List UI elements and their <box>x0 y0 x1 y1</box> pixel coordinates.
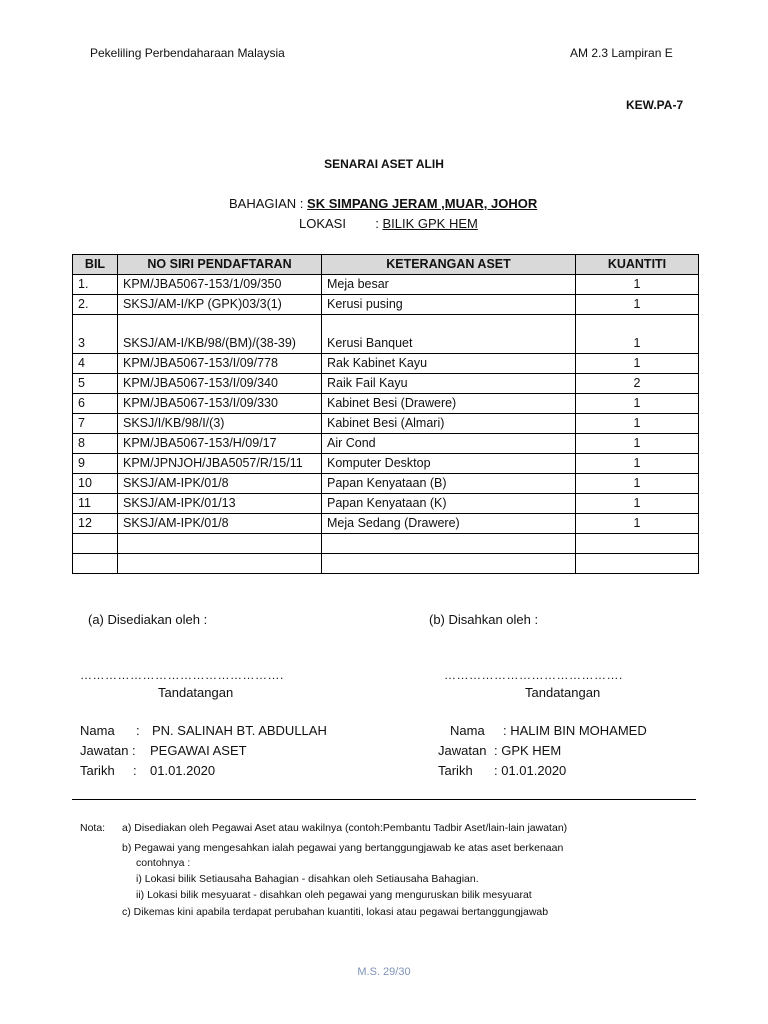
cell-siri: SKSJ/AM-I/KB/98/(BM)/(38-39) <box>118 315 322 354</box>
lokasi-colon: : <box>375 216 379 231</box>
table-header-row <box>73 255 699 275</box>
bahagian-label: BAHAGIAN : <box>229 196 304 211</box>
nota-label: Nota: <box>80 822 106 834</box>
table-row <box>73 315 699 354</box>
table-row <box>73 374 699 394</box>
cell-kuantiti: 1 <box>576 514 699 534</box>
cell-keterangan: Papan Kenyataan (K) <box>322 494 576 514</box>
cell-siri: KPM/JBA5067-153/I/09/330 <box>118 394 322 414</box>
table-row <box>73 434 699 454</box>
approved-signature-line: ……………………………………. <box>444 668 623 682</box>
cell-keterangan: Papan Kenyataan (B) <box>322 474 576 494</box>
prepared-signature-line: …………………………………………. <box>80 668 284 682</box>
table-row <box>73 275 699 295</box>
cell-siri: SKSJ/AM-I/KP (GPK)03/3(1) <box>118 295 322 315</box>
cell-bil: 1. <box>73 275 118 295</box>
cell-keterangan: Kabinet Besi (Almari) <box>322 414 576 434</box>
cell-keterangan: Kerusi pusing <box>322 295 576 315</box>
table-row <box>73 394 699 414</box>
header-appendix-ref: AM 2.3 Lampiran E <box>570 46 673 60</box>
cell-bil: 5 <box>73 374 118 394</box>
table-row <box>73 414 699 434</box>
prepared-nama-colon: : <box>136 723 140 738</box>
table-row <box>73 534 699 554</box>
prepared-tarikh-colon: : <box>133 763 137 778</box>
lokasi-label: LOKASI <box>299 216 346 231</box>
cell-kuantiti: 1 <box>576 354 699 374</box>
cell-siri: SKSJ/AM-IPK/01/13 <box>118 494 322 514</box>
table-row <box>73 514 699 534</box>
cell-keterangan: Komputer Desktop <box>322 454 576 474</box>
cell-siri: SKSJ/AM-IPK/01/8 <box>118 514 322 534</box>
table-row <box>73 295 699 315</box>
nota-item-c: c) Dikemas kini apabila terdapat perubahan kuantiti, lokasi atau pegawai bertanggungjawab <box>122 906 549 918</box>
cell-kuantiti: 1 <box>576 414 699 434</box>
prepared-tarikh-value: 01.01.2020 <box>150 763 216 778</box>
approved-nama-value: : HALIM BIN MOHAMED <box>503 723 647 738</box>
cell-kuantiti: 1 <box>576 315 699 354</box>
cell-siri: KPM/JBA5067-153/I/09/778 <box>118 354 322 374</box>
cell-kuantiti: 1 <box>576 434 699 454</box>
prepared-signature-caption: Tandatangan <box>158 685 234 700</box>
cell-bil: 6 <box>73 394 118 414</box>
cell-bil: 9 <box>73 454 118 474</box>
cell-kuantiti <box>576 534 699 554</box>
nota-item-b-i: i) Lokasi bilik Setiausaha Bahagian - disahkan oleh Setiausaha Bahagian. <box>136 873 479 885</box>
cell-siri: KPM/JBA5067-153/H/09/17 <box>118 434 322 454</box>
form-code: KEW.PA-7 <box>626 98 684 112</box>
nota-item-b-cont: contohnya : <box>136 857 191 869</box>
cell-kuantiti: 1 <box>576 275 699 295</box>
col-header-keterangan: KETERANGAN ASET <box>322 255 576 275</box>
col-header-siri: NO SIRI PENDAFTARAN <box>118 255 322 275</box>
cell-keterangan: Kabinet Besi (Drawere) <box>322 394 576 414</box>
cell-keterangan: Rak Kabinet Kayu <box>322 354 576 374</box>
table-row <box>73 494 699 514</box>
cell-siri: KPM/JBA5067-153/I/09/340 <box>118 374 322 394</box>
bahagian-value: SK SIMPANG JERAM ,MUAR, JOHOR <box>307 196 538 211</box>
cell-bil: 7 <box>73 414 118 434</box>
nota-item-b-ii: ii) Lokasi bilik mesyuarat - disahkan oleh pegawai yang menguruskan bilik mesyuarat <box>136 889 532 901</box>
approved-tarikh-value: : 01.01.2020 <box>494 763 567 778</box>
cell-keterangan <box>322 534 576 554</box>
prepared-tarikh-label: Tarikh <box>80 763 115 778</box>
lokasi-line <box>299 216 478 231</box>
table-row <box>73 354 699 374</box>
prepared-nama-value: PN. SALINAH BT. ABDULLAH <box>152 723 327 738</box>
nota-item-a: a) Disediakan oleh Pegawai Aset atau wakilnya (contoh:Pembantu Tadbir Aset/lain-lain jawatan) <box>122 822 568 834</box>
approved-nama-label: Nama <box>450 723 485 738</box>
cell-bil: 4 <box>73 354 118 374</box>
cell-bil: 11 <box>73 494 118 514</box>
cell-kuantiti: 1 <box>576 454 699 474</box>
cell-bil: 12 <box>73 514 118 534</box>
cell-kuantiti: 1 <box>576 394 699 414</box>
table-row <box>73 474 699 494</box>
cell-bil: 8 <box>73 434 118 454</box>
approved-signature-caption: Tandatangan <box>525 685 601 700</box>
approved-jawatan-label: Jawatan <box>438 743 487 758</box>
cell-bil <box>73 554 118 574</box>
header-circular-title: Pekeliling Perbendaharaan Malaysia <box>90 46 285 60</box>
cell-bil: 3 <box>73 315 118 354</box>
nota-item-b: b) Pegawai yang mengesahkan ialah pegawai yang bertanggungjawab ke atas aset berkenaan <box>122 842 564 854</box>
prepared-jawatan-value: PEGAWAI ASET <box>150 743 247 758</box>
col-header-kuantiti: KUANTITI <box>576 255 699 275</box>
cell-siri: SKSJ/I/KB/98/I/(3) <box>118 414 322 434</box>
page-number: M.S. 29/30 <box>357 966 411 978</box>
approved-jawatan-value: : GPK HEM <box>494 743 562 758</box>
cell-keterangan: Meja Sedang (Drawere) <box>322 514 576 534</box>
prepared-nama-label: Nama <box>80 723 115 738</box>
table-row <box>73 554 699 574</box>
cell-bil <box>73 534 118 554</box>
cell-kuantiti: 1 <box>576 494 699 514</box>
approved-tarikh-label: Tarikh <box>438 763 473 778</box>
cell-bil: 2. <box>73 295 118 315</box>
asset-table <box>72 254 699 574</box>
approved-by-heading: (b) Disahkan oleh : <box>429 612 539 627</box>
prepared-by-heading: (a) Disediakan oleh : <box>88 612 208 627</box>
section-divider <box>72 799 696 800</box>
cell-kuantiti: 1 <box>576 295 699 315</box>
table-row <box>73 454 699 474</box>
bahagian-line <box>229 196 537 211</box>
cell-kuantiti <box>576 554 699 574</box>
cell-kuantiti: 1 <box>576 474 699 494</box>
cell-siri: KPM/JPNJOH/JBA5057/R/15/11 <box>118 454 322 474</box>
document-title: SENARAI ASET ALIH <box>324 157 444 171</box>
cell-kuantiti: 2 <box>576 374 699 394</box>
cell-keterangan: Meja besar <box>322 275 576 295</box>
cell-siri: KPM/JBA5067-153/1/09/350 <box>118 275 322 295</box>
prepared-jawatan-label: Jawatan : <box>80 743 136 758</box>
cell-siri <box>118 534 322 554</box>
cell-keterangan <box>322 554 576 574</box>
cell-keterangan: Air Cond <box>322 434 576 454</box>
cell-siri <box>118 554 322 574</box>
cell-keterangan: Raik Fail Kayu <box>322 374 576 394</box>
col-header-bil: BIL <box>73 255 118 275</box>
cell-siri: SKSJ/AM-IPK/01/8 <box>118 474 322 494</box>
cell-keterangan: Kerusi Banquet <box>322 315 576 354</box>
cell-bil: 10 <box>73 474 118 494</box>
lokasi-value: BILIK GPK HEM <box>382 216 478 231</box>
